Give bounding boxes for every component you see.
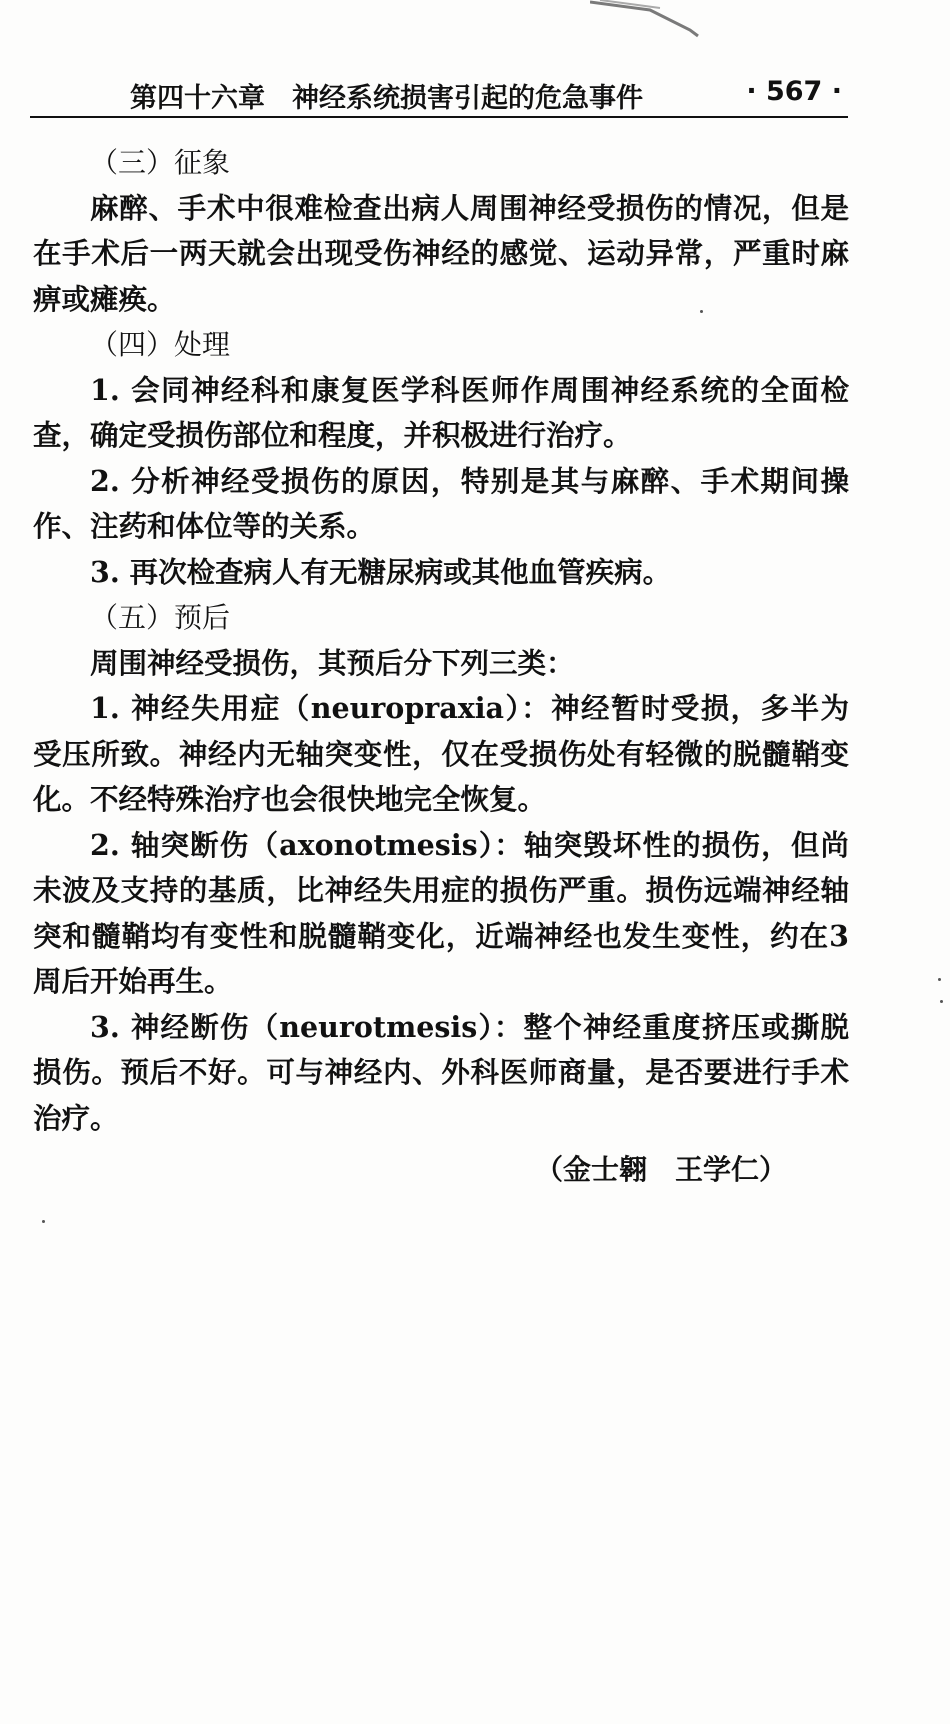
- page-number: · 567 ·: [746, 76, 842, 107]
- paragraph-treatment-3: 3. 再次检查病人有无糖尿病或其他血管疾病。: [90, 554, 672, 589]
- subheading-treatment: （四）处理: [90, 328, 231, 361]
- paragraph-treatment-1: 1. 会同神经科和康复医学科医师作周围神经系统的全面检查，确定受损伤部位和程度，并积极进行治疗。: [33, 372, 849, 452]
- scan-speck: [42, 1220, 45, 1223]
- author-signature: （金士翱 王学仁）: [535, 1153, 788, 1186]
- scan-speck: [940, 1000, 943, 1003]
- scan-streak-artifact: [590, 0, 700, 40]
- running-header: [30, 70, 848, 118]
- body-text: [33, 140, 849, 1141]
- paragraph-prognosis-3: 3. 神经断伤（neurotmesis）：整个神经重度挤压或撕脱损伤。预后不好。可与神经内、外科医师商量，是否要进行手术治疗。: [33, 1009, 849, 1135]
- paragraph-prognosis-intro: 周围神经受损伤，其预后分下列三类：: [90, 645, 575, 680]
- scan-speck: [938, 978, 941, 981]
- paragraph-prognosis-2: 2. 轴突断伤（axonotmesis）：轴突毁坏性的损伤，但尚未波及支持的基质，比神经失用症的损伤严重。损伤远端神经轴突和髓鞘均有变性和脱髓鞘变化，近端神经也发生变性，约在3周后开始再生。: [33, 827, 849, 998]
- subheading-prognosis: （五）预后: [90, 601, 231, 634]
- chapter-title: 第四十六章 神经系统损害引起的危急事件: [130, 83, 643, 114]
- scan-speck: [700, 310, 703, 313]
- subheading-signs: （三）征象: [90, 146, 231, 179]
- paragraph-treatment-2: 2. 分析神经受损伤的原因，特别是其与麻醉、手术期间操作、注药和体位等的关系。: [33, 463, 849, 543]
- paragraph-signs: 麻醉、手术中很难检查出病人周围神经受损伤的情况，但是在手术后一两天就会出现受伤神经的感觉、运动异常，严重时麻痹或瘫痪。: [33, 190, 849, 316]
- paragraph-prognosis-1: 1. 神经失用症（neuropraxia）：神经暂时受损，多半为受压所致。神经内无轴突变性，仅在受损伤处有轻微的脱髓鞘变化。不经特殊治疗也会很快地完全恢复。: [33, 691, 849, 816]
